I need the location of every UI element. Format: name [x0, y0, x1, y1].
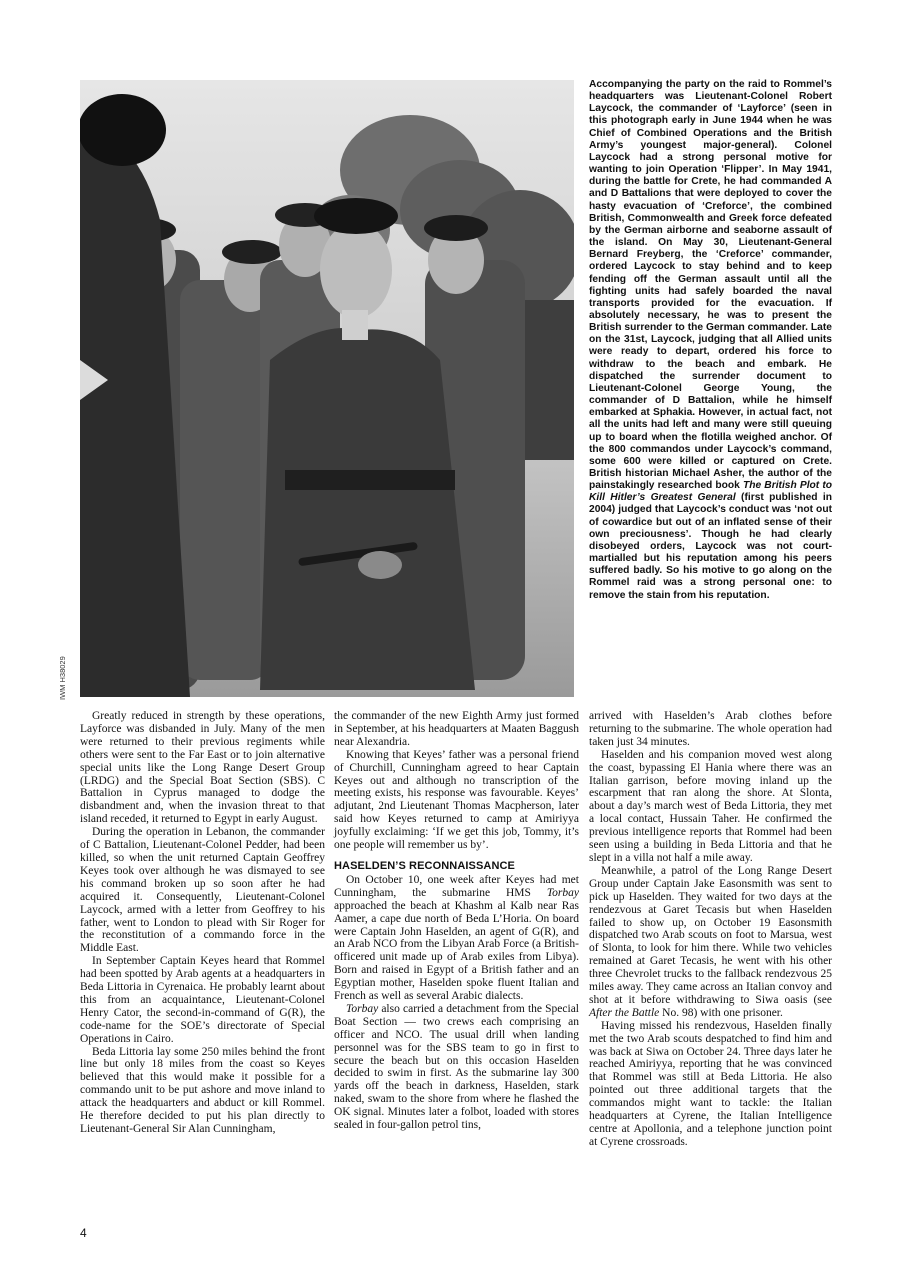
paragraph: In September Captain Keyes heard that Rommel had been spotted by Arab agents at a headquarters in Beda Littoria in Cyrenaica. He probably learnt about this from an acquaintance, Lieutenant-Colonel Henry Cator, the second-in-command of G(R), the code-name for the SOE’s directorate of Special Operations in Cairo.: [80, 955, 325, 1045]
caption-text-part1: Accompanying the party on the raid to Rommel’s headquarters was Lieutenant-Colonel Robert Laycock, the commander of ‘Layforce’ (seen in this photograph early in June 1944 when he was Chief of Combined Operations and the British Army’s youngest major-general). Colonel Laycock had a strong personal motive for wanting to join Operation ‘Flipper’. In May 1941, during the battle for Crete, he had commanded A and D Battalions that were deployed to cover the hasty evacuation of ‘Creforce’, the combined British, Commonwealth and Greek force defeated by the German airborne and seaborne assault of the island. On May 30, Lieutenant-General Bernard Freyberg, the ‘Creforce’ commander, ordered Laycock to stay behind and to keep fending off the German assault until all the fighting units had safely boarded the naval transports provided for the evacuation. If absolutely necessary, he was to present the British surrender to the German commander. Late on the 31st, Laycock, judging that all Allied units were ready to depart, ordered his force to withdraw to the beach and embark. He dispatched the surrender document to Lieutenant-Colonel George Young, the commander of D Battalion, while he himself embarked at Sphakia. However, in actual fact, not all the units had left and many were still queuing up to board when the flotilla weighed anchor. Of the 800 commandos under Laycock’s command, some 600 were killed or captured on Crete. British historian Michael Asher, the author of the painstakingly researched book: [589, 79, 832, 492]
paragraph: the commander of the new Eighth Army just formed in September, at his headquarters at Maaten Baggush near Alexandria.: [334, 710, 579, 748]
paragraph: Having missed his rendezvous, Haselden finally met the two Arab scouts despatched to find him and was back at Siwa on October 24. Three days later he reached Amiriyya, reporting that he was convinced that Rommel was still at Beda Littoria. He also pointed out three additional targets that the commandos might want to tackle: the Italian headquarters at Cyrene, the Italian Intelligence centre at Apollonia, and a telephone junction point at Cyrene crossroads.: [589, 1019, 832, 1148]
text-run: On October 10, one week after Keyes had met Cunningham, the submarine HMS: [334, 873, 579, 899]
section-heading: HASELDEN’S RECONNAISSANCE: [334, 859, 515, 872]
paragraph: During the operation in Lebanon, the commander of C Battalion, Lieutenant-Colonel Pedder, had been killed, so when the unit returned Captain Geoffrey Keyes took over although he was dismayed to see his command broken up so soon after he had acquired it. Consequently, Lieutenant-Colonel Laycock, armed with a letter from Geoffrey to his father, went to London to plead with Sir Roger for the reconstitution of a commando force in the Middle East.: [80, 826, 325, 955]
laycock-photograph: [80, 80, 574, 697]
ship-name: Torbay: [546, 886, 579, 899]
photograph-icon: [80, 80, 574, 697]
body-column-3: [589, 710, 832, 1149]
text-run: approached the beach at Khashm al Kalb near Ras Aamer, a cape due north of Beda L’Horia. On board were Captain John Haselden, an agent of G(R), and an Arab NCO from the Libyan Arab Force (a British-officered unit made up of Arab exiles from Libya). Born and raised in Egypt of a British father and an Egyptian mother, Haselden spoke fluent Italian and French as well as several Arabic dialects.: [334, 899, 579, 1003]
paragraph: [589, 865, 832, 1020]
paragraph: [334, 1003, 579, 1132]
publication-reference: After the Battle: [589, 1006, 660, 1019]
caption-book-title: The British Plot to Kill Hitler’s Greatest General: [589, 480, 832, 504]
paragraph: arrived with Haselden’s Arab clothes before returning to the submarine. The whole operation had taken just 34 minutes.: [589, 710, 832, 748]
text-run: No. 98) with one prisoner.: [659, 1006, 783, 1019]
paragraph: [334, 874, 579, 1003]
text-run: Meanwhile, a patrol of the Long Range Desert Group under Captain Jake Easonsmith was sent to pick up Haselden. They waited for two days at the rendezvous at Garet Tecasis but when Haselden failed to show up, on October 19 Easonsmith dispatched two Arab scouts on foot to Marsua, west of Slonta, to look for him there. While two vehicles remained at Garet Tecasis, he went with his other three Chevrolet trucks to the fallback rendezvous 25 miles away. They came across an Italian convoy and shot at it before withdrawing to Siwa oasis (see: [589, 864, 832, 1006]
body-column-2: [334, 710, 579, 1132]
ship-name: Torbay: [346, 1002, 379, 1015]
page-number: 4: [80, 1226, 87, 1240]
photo-caption: [589, 79, 832, 602]
text-run: also carried a detachment from the Special Boat Section — two crews each comprising an officer and NCO. The usual drill when landing personnel was for the SBS team to go in first to secure the beach but on this occasion Haselden decided to swim in first. As the submarine lay 300 yards off the beach in darkness, Haselden, stark naked, swam to the shore from where he flashed the OK signal. Minutes later a folbot, loaded with stores sealed in four-gallon petrol tins,: [334, 1002, 579, 1132]
body-column-1: [80, 710, 325, 1136]
paragraph: Knowing that Keyes’ father was a personal friend of Churchill, Cunningham agreed to hear Captain Keyes out and although no transcription of the meeting exists, his response was favourable. Keyes’ adjutant, 2nd Lieutenant Thomas Macpherson, later said how Keyes returned to camp at Amiriyya joyfully exclaiming: ‘If we get this job, Tommy, it’s one people will remember us by’.: [334, 748, 579, 852]
paragraph: Greatly reduced in strength by these operations, Layforce was disbanded in July. Many of the men were returned to their previous regiments while others were sent to the Far East or to join alternative special units like the Long Range Desert Group (LRDG) and the Special Boat Section (SBS). C Battalion in Cyprus managed to dodge the disbandment and, when the invasion threat to that island receded, it returned to Egypt in early August.: [80, 710, 325, 826]
caption-text-part2: (first published in 2004) judged that Laycock’s conduct was ‘not out of cowardice but out of an inflated sense of their own preciousness’. Though he had clearly disobeyed orders, Laycock was not court-martialled but his reputation among his peers suffered badly. So his motive to go along on the Rommel raid was a strong personal one: to remove the stain from his reputation.: [589, 492, 832, 601]
photo-credit: IWM H38029: [58, 656, 67, 700]
paragraph: Haselden and his companion moved west along the coast, bypassing El Hania where there was an Italian garrison, before moving inland up the escarpment that ran along the shore. At Slonta, about a day’s march west of Beda Littoria, they met a local contact, Hussain Taher. He confirmed the previous intelligence reports that Rommel had been seen using a building in Beda Littoria and that he slept in a villa not half a mile away.: [589, 748, 832, 864]
paragraph: Beda Littoria lay some 250 miles behind the front line but only 18 miles from the coast so Keyes believed that this would make it possible for a commando unit to be put ashore and move inland to attack the headquarters and abduct or kill Rommel. He therefore decided to put his plan directly to Lieutenant-General Sir Alan Cunningham,: [80, 1045, 325, 1135]
